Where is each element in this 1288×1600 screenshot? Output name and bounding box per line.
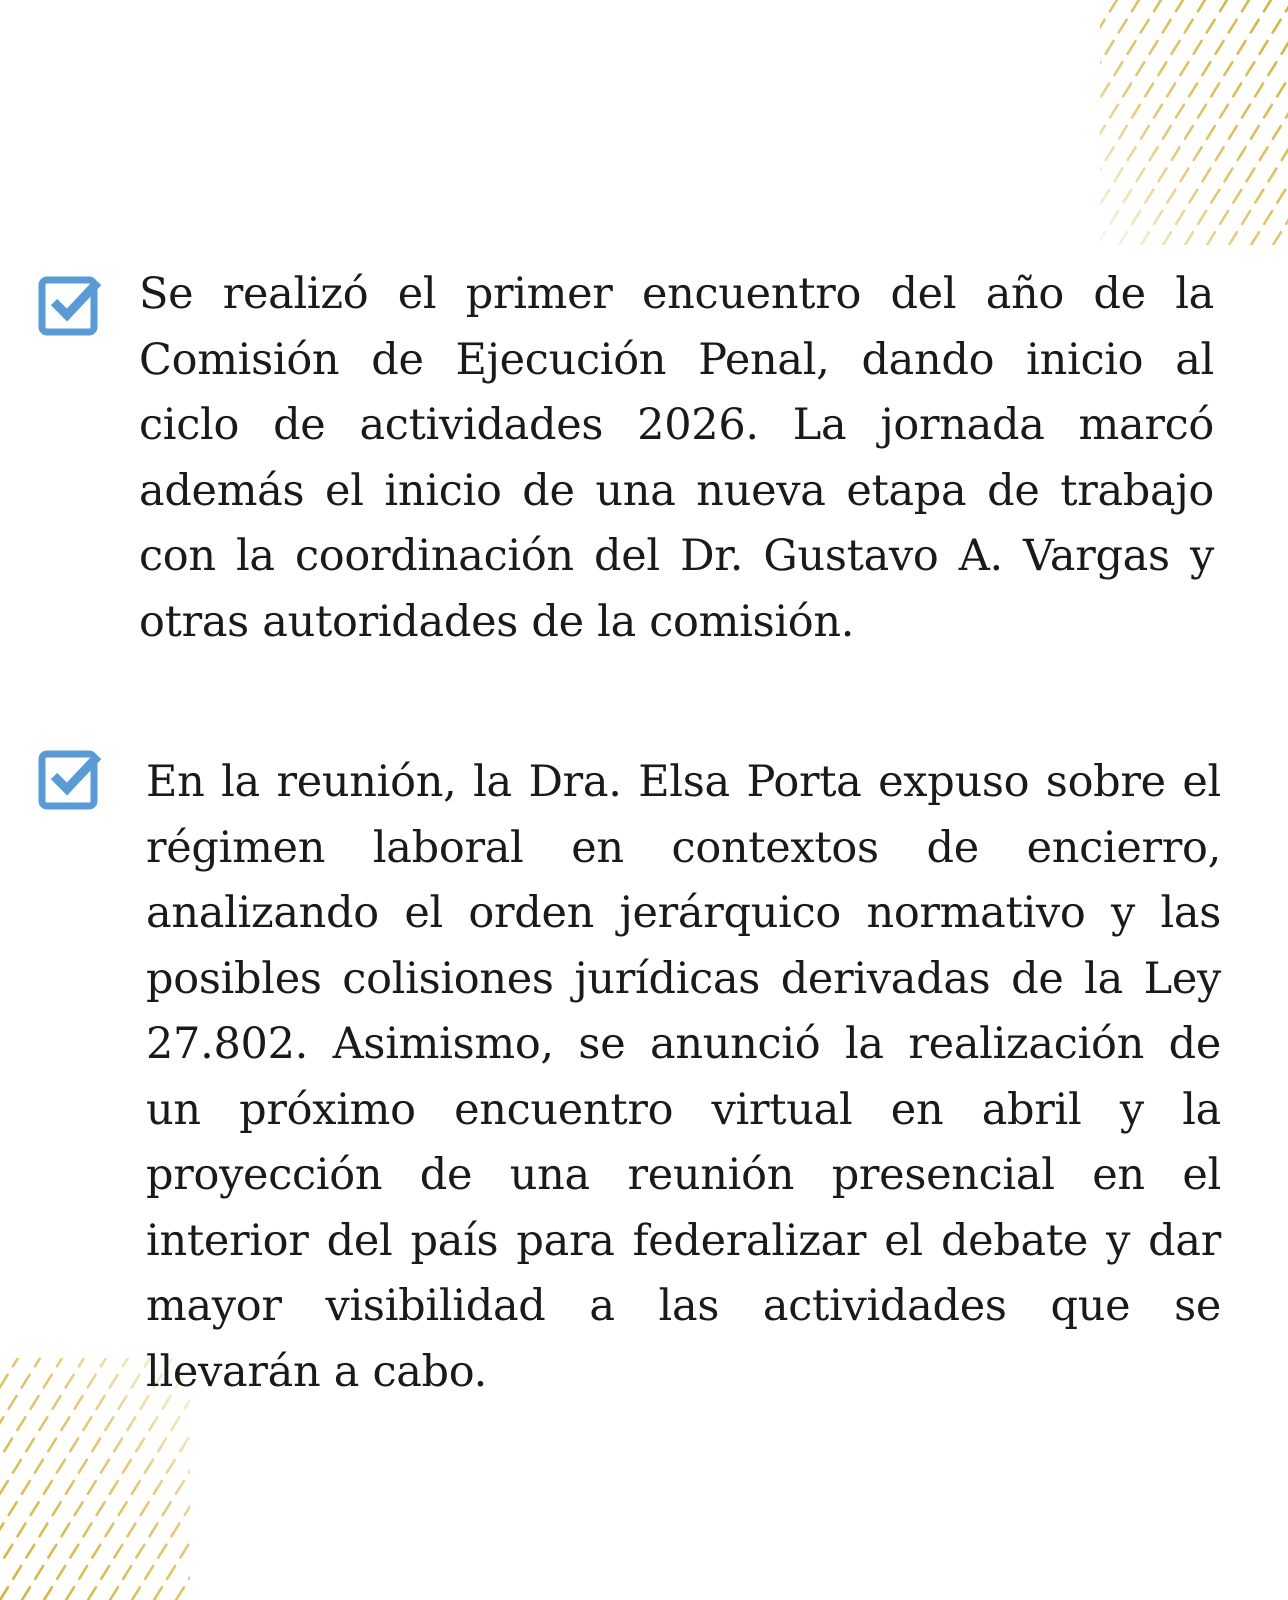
hatch-stroke bbox=[57, 1460, 65, 1473]
hatch-stroke bbox=[17, 1417, 25, 1430]
hatch-stroke bbox=[110, 1481, 118, 1494]
hatch-stroke bbox=[70, 1439, 78, 1452]
hatch-stroke bbox=[114, 1439, 122, 1452]
hatch-stroke bbox=[123, 1460, 131, 1473]
hatch-stroke bbox=[61, 1417, 69, 1430]
hatch-stroke bbox=[158, 1439, 166, 1452]
hatch-stroke bbox=[176, 1481, 184, 1494]
hatch-stroke bbox=[13, 1460, 21, 1473]
hatch-stroke bbox=[66, 1375, 74, 1388]
hatch-stroke bbox=[13, 1566, 21, 1579]
hatch-stroke bbox=[4, 1439, 12, 1452]
hatch-stroke bbox=[150, 1524, 158, 1537]
hatch-stroke bbox=[0, 1587, 8, 1600]
hatch-stroke bbox=[189, 1460, 190, 1473]
hatch-stroke bbox=[0, 1524, 3, 1537]
hatch-stroke bbox=[114, 1545, 122, 1558]
hatch-stroke bbox=[44, 1587, 52, 1600]
hatch-stroke bbox=[9, 1396, 17, 1409]
hatch-stroke bbox=[39, 1417, 47, 1430]
hatch-stroke bbox=[0, 1481, 8, 1494]
hatch-stroke bbox=[119, 1396, 127, 1409]
hatch-stroke bbox=[176, 1587, 184, 1600]
hatch-stroke bbox=[35, 1460, 43, 1473]
hatch-stroke bbox=[48, 1439, 56, 1452]
hatch-stroke bbox=[22, 1587, 30, 1600]
hatch-stroke bbox=[101, 1460, 109, 1473]
hatch-stroke bbox=[22, 1481, 30, 1494]
hatch-stroke bbox=[154, 1481, 162, 1494]
hatch-stroke bbox=[167, 1566, 175, 1579]
hatch-stroke bbox=[92, 1545, 100, 1558]
hatch-stroke bbox=[167, 1460, 175, 1473]
hatch-stroke bbox=[44, 1375, 52, 1388]
hatch-stroke bbox=[79, 1460, 87, 1473]
hatch-stroke bbox=[141, 1502, 149, 1515]
hatch-stroke bbox=[189, 1566, 190, 1579]
hatch-stroke bbox=[66, 1481, 74, 1494]
hatch-stroke bbox=[75, 1396, 83, 1409]
hatch-stroke bbox=[127, 1417, 135, 1430]
hatch-stroke bbox=[75, 1502, 83, 1515]
hatch-stroke bbox=[136, 1545, 144, 1558]
hatch-stroke bbox=[84, 1524, 92, 1537]
hatch-stroke bbox=[31, 1502, 39, 1515]
hatch-stroke bbox=[132, 1375, 140, 1388]
hatch-stroke bbox=[185, 1502, 190, 1515]
bullet-text-2: En la reunión, la Dra. Elsa Porta expuso sobre el régimen laboral en contextos de encierro, analizando el orden jerárquico normativo y las posibles colisiones jurídicas derivadas de la Ley 27.802. Asimismo, se anunció la realización de un próximo encuentro virtual en abril y la proyección de una reunión presencial en el interior del país para federalizar el debate y dar mayor visibilidad a las actividades que se llevarán a cabo. bbox=[146, 757, 1221, 1397]
hatch-stroke bbox=[0, 1375, 8, 1388]
hatch-stroke bbox=[35, 1566, 43, 1579]
hatch-stroke bbox=[136, 1439, 144, 1452]
hatch-stroke bbox=[172, 1524, 180, 1537]
hatch-stroke bbox=[88, 1481, 96, 1494]
hatch-stroke bbox=[88, 1587, 96, 1600]
hatch-stroke bbox=[57, 1566, 65, 1579]
hatch-stroke bbox=[163, 1502, 171, 1515]
hatch-stroke bbox=[180, 1545, 188, 1558]
hatch-stroke bbox=[123, 1566, 131, 1579]
hatch-stroke bbox=[31, 1396, 39, 1409]
hatch-stroke bbox=[149, 1417, 157, 1430]
hatch-stroke bbox=[18, 1524, 26, 1537]
hatch-stroke bbox=[88, 1375, 96, 1388]
hatch-stroke bbox=[26, 1439, 34, 1452]
bullet-text-1: Se realizó el primer encuentro del año de la Comisión de Ejecución Penal, dando inicio al ciclo de actividades 2026. La jornada marcó además el inicio de una nueva etapa de trabajo con la coordinación del Dr. Gustavo A. Vargas y otras autoridades de la comisión. bbox=[139, 269, 1214, 647]
hatch-stroke bbox=[79, 1566, 87, 1579]
hatch-stroke bbox=[26, 1545, 34, 1558]
hatch-stroke bbox=[145, 1566, 153, 1579]
hatch-stroke bbox=[83, 1417, 91, 1430]
hatch-stroke bbox=[62, 1524, 70, 1537]
hatch-stroke bbox=[101, 1566, 109, 1579]
hatch-stroke bbox=[110, 1375, 118, 1388]
hatch-stroke bbox=[48, 1545, 56, 1558]
hatch-stroke bbox=[158, 1545, 166, 1558]
hatch-stroke bbox=[128, 1524, 136, 1537]
hatch-stroke bbox=[106, 1524, 114, 1537]
hatch-stroke bbox=[53, 1502, 61, 1515]
hatch-stroke bbox=[92, 1439, 100, 1452]
hatch-stroke bbox=[22, 1375, 30, 1388]
hatch-stroke bbox=[44, 1481, 52, 1494]
hatch-stroke bbox=[40, 1524, 48, 1537]
hatch-stroke bbox=[110, 1587, 118, 1600]
hatch-stroke bbox=[171, 1417, 179, 1430]
hatch-stroke bbox=[132, 1587, 140, 1600]
hatch-stroke bbox=[132, 1481, 140, 1494]
hatch-stroke bbox=[9, 1502, 17, 1515]
hatch-stroke bbox=[180, 1439, 188, 1452]
hatch-stroke bbox=[105, 1417, 113, 1430]
hatch-stroke bbox=[145, 1460, 153, 1473]
hatch-stroke bbox=[70, 1545, 78, 1558]
hatch-stroke bbox=[97, 1502, 105, 1515]
hatch-stroke bbox=[4, 1545, 12, 1558]
hatch-stroke bbox=[66, 1587, 74, 1600]
hatch-stroke bbox=[154, 1587, 162, 1600]
hatch-stroke bbox=[53, 1396, 61, 1409]
hatch-stroke bbox=[119, 1502, 127, 1515]
checked-checkbox-icon bbox=[38, 746, 104, 812]
hatch-stroke bbox=[0, 1417, 3, 1430]
hatch-stroke bbox=[97, 1396, 105, 1409]
